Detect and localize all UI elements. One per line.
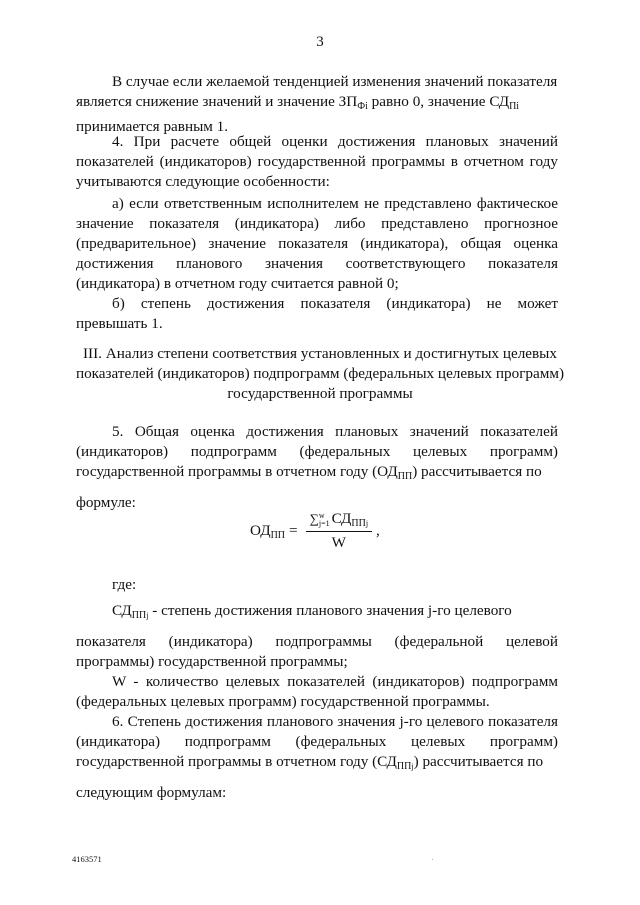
paragraph-item-a: а) если ответственным исполнителем не представлено фактическое значение показателя (индикатора) либо представлено прогнозное (предварительное) значение показателя (индикатора), общая оценка достижения планового значения соответствующего показателя (индикатора) в отчетном году считается равной 0; bbox=[76, 195, 558, 292]
formula-lhs: $ОД_{ПП}$ bbox=[250, 521, 286, 541]
paragraph-negative-trend: В случае если желаемой тенденцией изменения значений показателя является снижение значений и значение $ЗП_{Фi}$ равно 0, значение $СД_{Пi}$ принимается равным 1. bbox=[76, 73, 558, 135]
definition-cd-pp-j: $СД_{ПП}j$ - степень достижения планового значения j-го целевого bbox=[112, 602, 512, 621]
formula-denominator: W bbox=[331, 534, 346, 551]
formula-numerator: ∑ w j=1 $СД_{ПП}j$ bbox=[306, 510, 372, 532]
formula-trailing-comma: , bbox=[376, 522, 380, 539]
paragraph-item-6: 6. Степень достижения планового значения j-го целевого показателя (индикатора) подпрограмм (федеральных целевых программ) государственной программы в отчетном году $(СД_{ПП}j)$ рассчитывается по bbox=[76, 713, 558, 772]
document-id: 4163571 bbox=[72, 854, 102, 864]
where-label: где: bbox=[112, 576, 137, 593]
definitions-block: где: $СД_{ПП}j$ - степень достижения планового значения j-го целевого показателя (индикатора) подпрограммы (федеральной целевой программы) государственной программы; W - количество целевых показателей (индикаторов) подпрограмм (федеральных целевых программ) государственной программы. 6. Степень достижения планового значения j-го целевого показателя (индикатора) подпрограмм (федеральных целевых программ) государственной программы в отчетном году $(СД_{ПП}j)$ рассчитывается по следующим формулам: bbox=[76, 576, 558, 801]
paragraph-item-b: б) степень достижения показателя (индикатора) не может превышать 1. bbox=[76, 295, 558, 332]
definition-w: W - количество целевых показателей (индикаторов) подпрограмм (федеральных целевых программ) государственной программы. bbox=[76, 673, 558, 710]
paragraph-formula-intro: 5. Общая оценка достижения плановых значений показателей (индикаторов) подпрограмм (федеральных целевых программ) государственной программы в отчетном году $(ОД_{ПП})$ рассчитывается по формуле: bbox=[76, 423, 558, 511]
formula-fraction bbox=[306, 510, 372, 552]
paragraph-overall-assessment: 4. При расчете общей оценки достижения плановых значений показателей (индикаторов) государственной программы в отчетном году учитываются следующие особенности: bbox=[76, 133, 558, 190]
scan-speck bbox=[432, 859, 433, 860]
page-number: 3 bbox=[316, 34, 324, 50]
formula-od-pp bbox=[250, 510, 380, 552]
section-heading-iii: III. Анализ степени соответствия установленных и достигнутых целевых показателей (индикаторов) подпрограмм (федеральных целевых программ) государственной программы bbox=[75, 345, 565, 402]
formula-equals: = bbox=[289, 522, 298, 539]
